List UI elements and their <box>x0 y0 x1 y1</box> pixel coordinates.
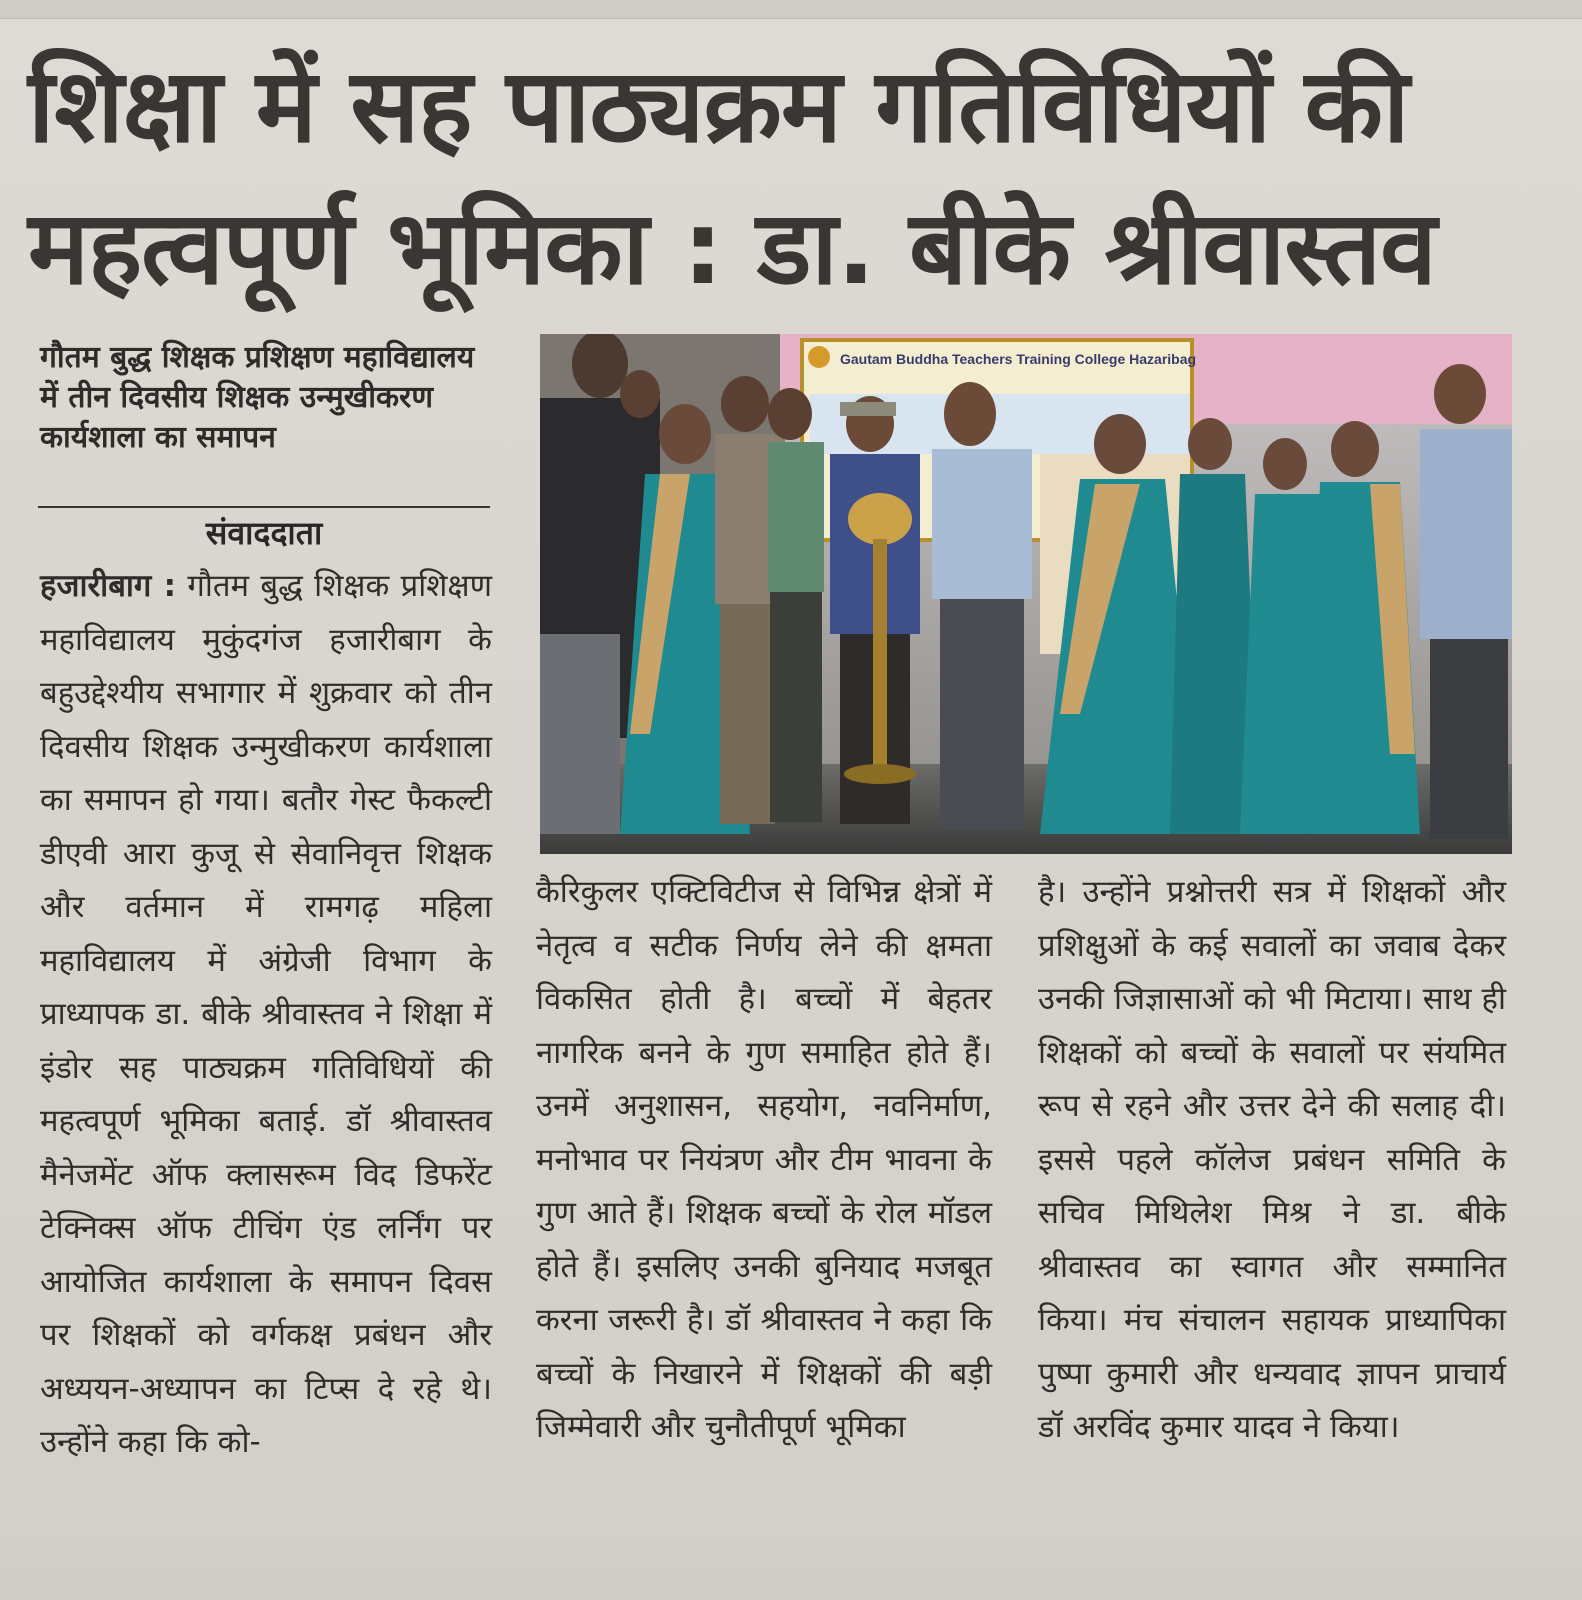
article-column-2 <box>536 866 992 1455</box>
column-3-text: है। उन्होंने प्रश्नोत्तरी सत्र में शिक्षकों और प्रशिक्षुओं के कई सवालों का जवाब देकर उनकी जिज्ञासाओं को भी मिटाया। साथ ही शिक्षकों को बच्चों के सवालों पर संयमित रूप से रहने और उत्तर देने की सलाह दी। इससे पहले कॉलेज प्रबंधन समिति के सचिव मिथिलेश मिश्र ने डा. बीके श्रीवास्तव का स्वागत और सम्मानित किया। मंच संचालन सहायक प्राध्यापिका पुष्पा कुमारी और धन्यवाद ज्ञापन प्राचार्य डॉ अरविंद कुमार यादव ने किया। <box>1038 874 1506 1445</box>
article-byline: संवाददाता <box>205 514 323 552</box>
subheadline-divider <box>38 506 490 508</box>
next-article-edge <box>0 1568 1582 1600</box>
article-subheadline: गौतम बुद्ध शिक्षक प्रशिक्षण महाविद्यालय में तीन दिवसीय शिक्षक उन्मुखीकरण कार्यशाला का समापन <box>40 340 475 455</box>
article-column-1 <box>40 560 492 1470</box>
lamp-icon <box>848 493 912 545</box>
article-column-3 <box>1038 866 1506 1455</box>
article-headline <box>28 36 1558 320</box>
column-2-text: कैरिकुलर एक्टिविटीज से विभिन्न क्षेत्रों में नेतृत्व व सटीक निर्णय लेने की क्षमता विकसित होती है। बच्चों में बेहतर नागरिक बनने के गुण समाहित होते हैं। उनमें अनुशासन, सहयोग, नवनिर्माण, मनोभाव पर नियंत्रण और टीम भावना के गुण आते हैं। शिक्षक बच्चों के रोल मॉडल होते हैं। इसलिए उनकी बुनियाद मजबूत करना जरूरी है। डॉ श्रीवास्तव ने कहा कि बच्चों के निखारने में शिक्षकों की बड़ी जिम्मेवारी और चुनौतीपूर्ण भूमिका <box>536 874 992 1445</box>
event-photo <box>540 334 1512 854</box>
headline-line-1: शिक्षा में सह पाठ्यक्रम गतिविधियों की <box>28 47 1409 166</box>
headline-line-2: महत्वपूर्ण भूमिका : डा. बीके श्रीवास्तव <box>28 189 1436 308</box>
dateline: हजारीबाग : <box>40 568 177 604</box>
column-1-text: गौतम बुद्ध शिक्षक प्रशिक्षण महाविद्यालय मुकुंदगंज हजारीबाग के बहुउद्देश्यीय सभागार में शुक्रवार को तीन दिवसीय शिक्षक उन्मुखीकरण कार्यशाला का समापन हो गया। बतौर गेस्ट फैकल्टी डीएवी आरा कुजू से सेवानिवृत्त शिक्षक और वर्तमान में रामगढ़ महिला महाविद्यालय में अंग्रेजी विभाग के प्राध्यापक डा. बीके श्रीवास्तव ने शिक्षा में इंडोर सह पाठ्यक्रम गतिविधियों की महत्वपूर्ण भूमिका बताई. डॉ श्रीवास्तव मैनेजमेंट ऑफ क्लासरूम विद डिफरेंट टेक्निक्स ऑफ टीचिंग एंड लर्निंग पर आयोजित कार्यशाला के समापन दिवस पर शिक्षकों को वर्गकक्ष प्रबंधन और अध्ययन-अध्यापन का टिप्स दे रहे थे। उन्होंने कहा कि को- <box>40 568 493 1460</box>
banner-text: Gautam Buddha Teachers Training College Hazaribag <box>840 351 1197 367</box>
previous-article-edge <box>0 0 1582 19</box>
